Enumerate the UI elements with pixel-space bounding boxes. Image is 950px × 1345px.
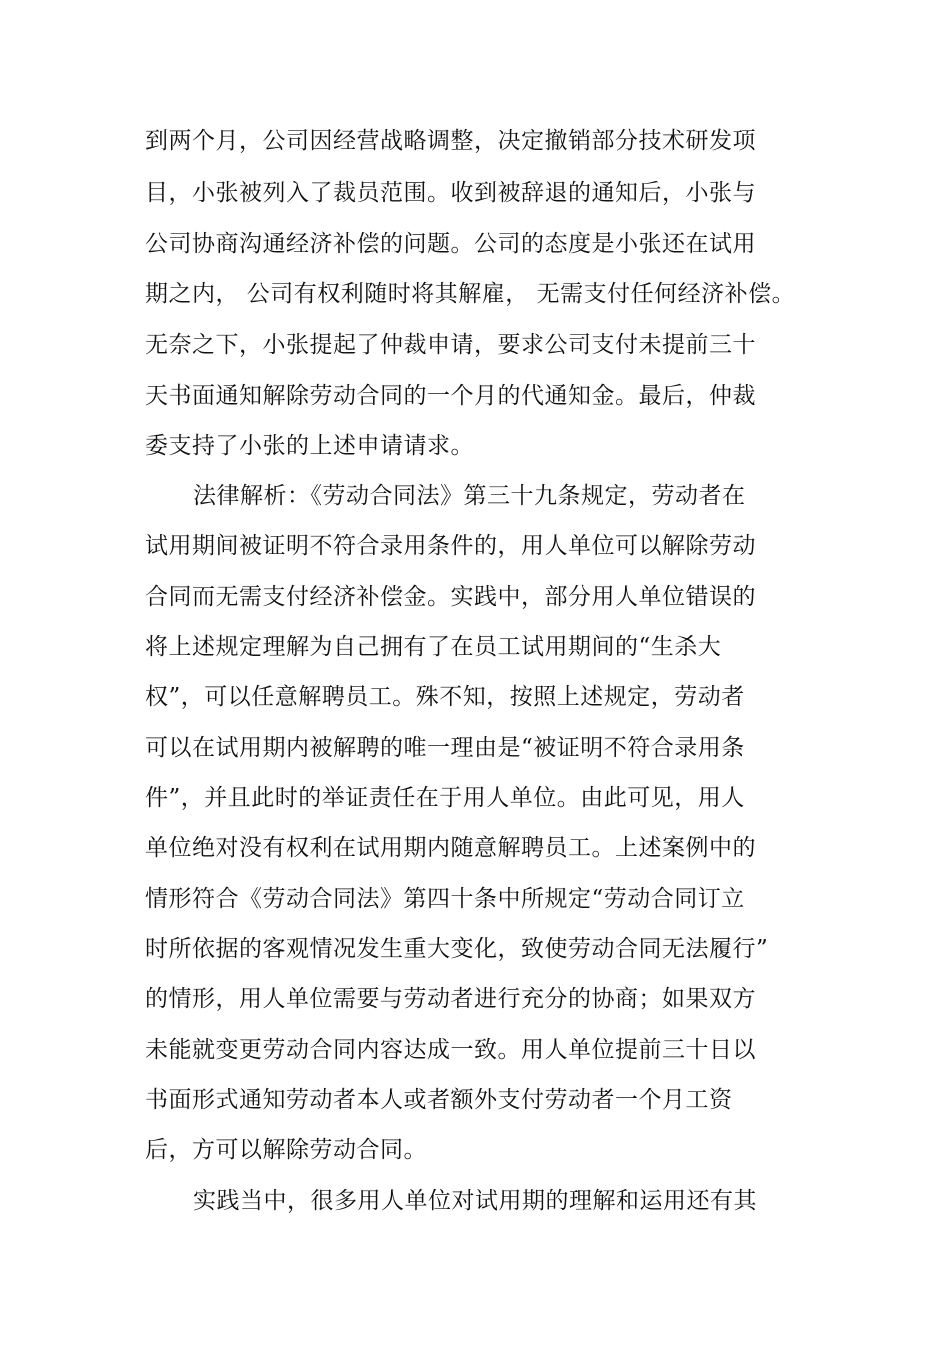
text-line: 单位绝对没有权利在试用期内随意解聘员工。上述案例中的 <box>145 835 756 861</box>
text-line: 书面形式通知劳动者本人或者额外支付劳动者一个月工资 <box>145 1087 733 1113</box>
text-line: 委支持了小张的上述申请请求。 <box>145 433 474 459</box>
text-line: 可以在试用期内被解聘的唯一理由是“被证明不符合录用条 <box>145 735 745 761</box>
text-line: 目，小张被列入了裁员范围。收到被辞退的通知后，小张与 <box>145 180 756 206</box>
text-line: 到两个月，公司因经营战略调整，决定撤销部分技术研发项 <box>145 128 756 154</box>
paragraph-start-line: 法律解析：《劳动合同法》第三十九条规定，劳动者在 <box>193 483 746 509</box>
text-line: 件”，并且此时的举证责任在于用人单位。由此可见，用人 <box>145 785 745 811</box>
text-line: 期之内， 公司有权利随时将其解雇， 无需支付任何经济补偿。 <box>145 281 796 307</box>
text-line: 的情形，用人单位需要与劳动者进行充分的协商；如果双方 <box>145 986 756 1012</box>
text-line: 权”，可以任意解聘员工。殊不知，按照上述规定，劳动者 <box>145 684 745 710</box>
text-line: 公司协商沟通经济补偿的问题。公司的态度是小张还在试用 <box>145 231 756 257</box>
text-line: 合同而无需支付经济补偿金。实践中，部分用人单位错误的 <box>145 584 756 610</box>
text-line: 时所依据的客观情况发生重大变化，致使劳动合同无法履行” <box>145 936 769 962</box>
text-line: 试用期间被证明不符合录用条件的，用人单位可以解除劳动 <box>145 533 756 559</box>
text-line: 天书面通知解除劳动合同的一个月的代通知金。最后，仲裁 <box>145 383 756 409</box>
text-line: 后，方可以解除劳动合同。 <box>145 1137 427 1163</box>
text-line: 无奈之下，小张提起了仲裁申请，要求公司支付未提前三十 <box>145 332 756 358</box>
text-line: 未能就变更劳动合同内容达成一致。用人单位提前三十日以 <box>145 1037 756 1063</box>
text-line: 情形符合《劳动合同法》第四十条中所规定“劳动合同订立 <box>145 886 745 912</box>
paragraph-start-line: 实践当中，很多用人单位对试用期的理解和运用还有其 <box>193 1188 757 1214</box>
text-line: 将上述规定理解为自己拥有了在员工试用期间的“生杀大 <box>145 634 722 660</box>
